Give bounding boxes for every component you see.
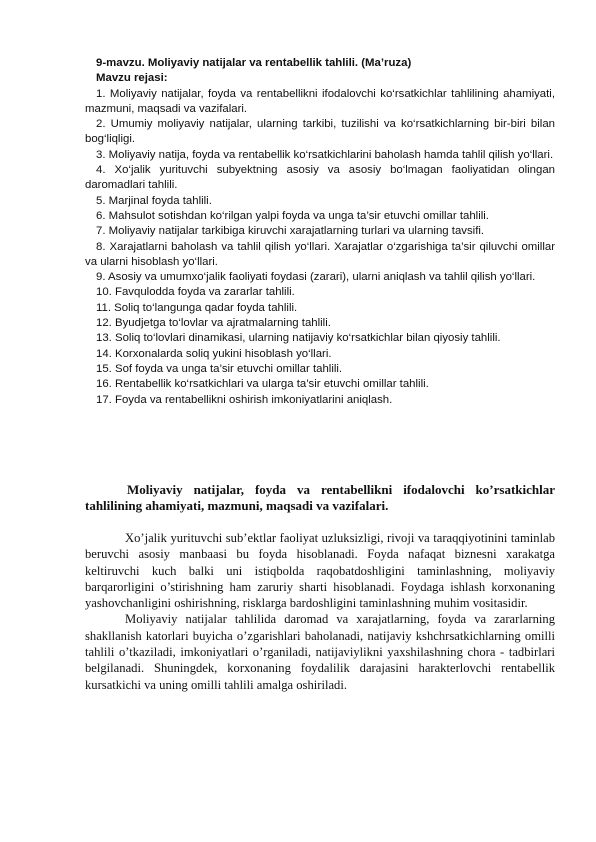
- plan-item: 2. Umumiy moliyaviy natijalar, ularning tarkibi, tuzilishi va ko‘rsatkichlarning bir-biri bilan bog‘liqligi.: [85, 118, 555, 146]
- plan-item: 10. Favqulodda foyda va zararlar tahlili.: [96, 286, 295, 299]
- plan-item: 5. Marjinal foyda tahlili.: [96, 194, 212, 207]
- lecture-plan: [85, 56, 555, 408]
- section-body: [85, 482, 555, 693]
- plan-item: 7. Moliyaviy natijalar tarkibiga kiruvchi xarajatlarning turlari va ularning tavsifi.: [96, 225, 485, 238]
- plan-item: 3. Moliyaviy natija, foyda va rentabellik ko‘rsatkichlarini baholash hamda tahlil qilish yo‘llari.: [96, 148, 554, 161]
- plan-item: 13. Soliq to‘lovlari dinamikasi, ularning natijaviy ko‘rsatkichlar bilan qiyosiy tahlili.: [96, 332, 501, 345]
- plan-item: 11. Soliq to‘langunga qadar foyda tahlili.: [96, 301, 298, 314]
- topic-title: 9-mavzu. Moliyaviy natijalar va rentabellik tahlili. (Ma’ruza): [96, 57, 412, 69]
- plan-item: 8. Xarajatlarni baholash va tahlil qilish yo‘llari. Xarajatlar o‘zgarishiga ta’sir qiluvchi omillar va ularni hisoblash yo‘llari.: [85, 240, 555, 268]
- plan-item: 9. Asosiy va umumxo‘jalik faoliyati foydasi (zarari), ularni aniqlash va tahlil qilish yo‘llari.: [96, 271, 536, 284]
- plan-item: 12. Byudjetga to‘lovlar va ajratmalarning tahlili.: [96, 317, 331, 330]
- plan-item: 6. Mahsulot sotishdan ko‘rilgan yalpi foyda va unga ta’sir etuvchi omillar tahlili.: [96, 209, 489, 222]
- plan-item: 17. Foyda va rentabellikni oshirish imkoniyatlarini aniqlash.: [96, 393, 393, 406]
- plan-item: 4. Xo‘jalik yurituvchi subyektning asosiy va asosiy bo‘lmagan faoliyatidan olingan daromadlari tahlili.: [85, 164, 555, 192]
- section-paragraph: Moliyaviy natijalar tahlilida daromad va xarajatlarning, foyda va zararlarning shakllanish katorlari buyicha o’zgarishlari baholanadi, natijaviy kshchrsatkichlarning omilli tahlili o’tkaziladi, imkoniyatlari o’rganiladi, natijaviylikni yaxshilashning chora - tadbirlari belgilanadi. Shuningdek, korxonaning foydalilik darajasini harakterlovchi rentabellik kursatkichi va uning omilli tahlili amalga oshiriladi.: [85, 612, 555, 692]
- plan-item: 1. Moliyaviy natijalar, foyda va rentabellikni ifodalovchi ko‘rsatkichlar tahlilining ahamiyati, mazmuni, maqsadi va vazifalari.: [85, 87, 555, 115]
- plan-item: 14. Korxonalarda soliq yukini hisoblash yo‘llari.: [96, 347, 332, 360]
- section-heading: Moliyaviy natijalar, foyda va rentabellikni ifodalovchi ko’rsatkichlar tahlilining ahamiyati, mazmuni, maqsadi va vazifalari.: [85, 482, 555, 513]
- section-paragraph: Xo’jalik yurituvchi sub’ektlar faoliyat uzluksizligi, rivoji va taraqqiyotinini taminlab beruvchi asosiy manbaasi bu foyda hisoblanadi. Foyda nafaqat biznesni xarakatga keltiruvchi kuch balki uni istiqbolda raqobatdoshligini taminlashning, moliyaviy barqarorligini o’stirishning ham zaruriy sharti hisoblanadi. Foydaga ishlash korxonaning yashovchanligini oshirishning, risklarga bardoshligini taminlashning muhim vositasidir.: [85, 531, 555, 611]
- plan-label: Mavzu rejasi:: [96, 72, 168, 85]
- plan-item: 16. Rentabellik ko‘rsatkichlari va ularga ta’sir etuvchi omillar tahlili.: [96, 378, 429, 391]
- plan-list: [85, 87, 555, 408]
- plan-item: 15. Sof foyda va unga ta’sir etuvchi omillar tahlili.: [96, 362, 343, 375]
